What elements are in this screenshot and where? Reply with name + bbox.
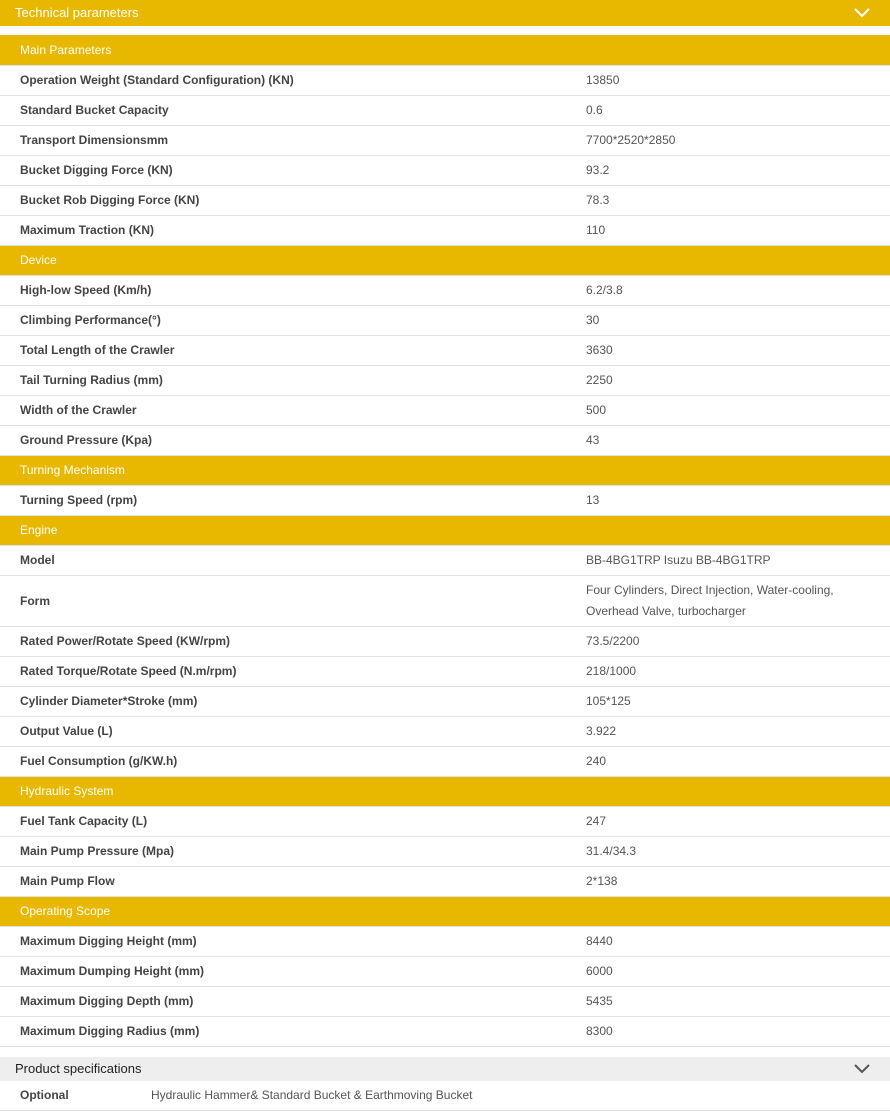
table-row [0, 125, 890, 155]
param-label: Climbing Performance(°) [0, 305, 566, 335]
section-title: Main Parameters [0, 35, 890, 65]
param-label: Bucket Rob Digging Force (KN) [0, 185, 566, 215]
param-label: Operation Weight (Standard Configuration) (KN) [0, 65, 566, 95]
param-value: 240 [566, 746, 890, 776]
param-value: BB-4BG1TRP Isuzu BB-4BG1TRP [566, 545, 890, 575]
param-label: Maximum Digging Radius (mm) [0, 1016, 566, 1046]
table-row [0, 185, 890, 215]
param-label: High-low Speed (Km/h) [0, 275, 566, 305]
table-row [0, 626, 890, 656]
section-title: Engine [0, 515, 890, 545]
optional-row [0, 1081, 890, 1111]
section-header [0, 245, 890, 275]
section-header [0, 455, 890, 485]
table-row [0, 716, 890, 746]
param-label: Maximum Digging Height (mm) [0, 926, 566, 956]
param-value: 3.922 [566, 716, 890, 746]
table-row [0, 1016, 890, 1046]
param-value: 0.6 [566, 95, 890, 125]
param-label: Main Pump Flow [0, 866, 566, 896]
table-row [0, 485, 890, 515]
table-row [0, 365, 890, 395]
param-label: Turning Speed (rpm) [0, 485, 566, 515]
table-row [0, 215, 890, 245]
param-value: 7700*2520*2850 [566, 125, 890, 155]
param-label: Model [0, 545, 566, 575]
technical-parameters-title: Technical parameters [15, 5, 139, 20]
table-row [0, 656, 890, 686]
table-row [0, 806, 890, 836]
param-label: Standard Bucket Capacity [0, 95, 566, 125]
param-label: Maximum Digging Depth (mm) [0, 986, 566, 1016]
table-row [0, 575, 890, 626]
technical-parameters-table [0, 35, 890, 1047]
param-value: 5435 [566, 986, 890, 1016]
section-title: Turning Mechanism [0, 455, 890, 485]
optional-value: Hydraulic Hammer& Standard Bucket & Earthmoving Bucket [151, 1088, 473, 1102]
param-label: Main Pump Pressure (Mpa) [0, 836, 566, 866]
param-label: Transport Dimensionsmm [0, 125, 566, 155]
table-row [0, 335, 890, 365]
section-header [0, 515, 890, 545]
param-label: Ground Pressure (Kpa) [0, 425, 566, 455]
param-value: 78.3 [566, 185, 890, 215]
param-value: 93.2 [566, 155, 890, 185]
table-row [0, 305, 890, 335]
param-value: 13 [566, 485, 890, 515]
param-value: 6000 [566, 956, 890, 986]
table-row [0, 155, 890, 185]
table-row [0, 275, 890, 305]
param-value: Four Cylinders, Direct Injection, Water-cooling, Overhead Valve, turbocharger [566, 575, 890, 626]
section-header [0, 35, 890, 65]
param-label: Form [0, 575, 566, 626]
table-row [0, 65, 890, 95]
param-label: Cylinder Diameter*Stroke (mm) [0, 686, 566, 716]
param-value: 31.4/34.3 [566, 836, 890, 866]
section-title: Device [0, 245, 890, 275]
section-title: Hydraulic System [0, 776, 890, 806]
table-row [0, 395, 890, 425]
table-row [0, 545, 890, 575]
param-value: 30 [566, 305, 890, 335]
chevron-down-icon[interactable] [854, 8, 870, 18]
param-label: Maximum Traction (KN) [0, 215, 566, 245]
product-specifications-title: Product specifications [15, 1060, 142, 1076]
section-title: Operating Scope [0, 896, 890, 926]
param-value: 500 [566, 395, 890, 425]
param-label: Output Value (L) [0, 716, 566, 746]
param-label: Maximum Dumping Height (mm) [0, 956, 566, 986]
param-label: Fuel Consumption (g/KW.h) [0, 746, 566, 776]
param-value: 247 [566, 806, 890, 836]
table-row [0, 686, 890, 716]
param-value: 2250 [566, 365, 890, 395]
section-header [0, 776, 890, 806]
chevron-down-icon[interactable] [854, 1064, 870, 1074]
param-label: Rated Power/Rotate Speed (KW/rpm) [0, 626, 566, 656]
param-value: 110 [566, 215, 890, 245]
table-row [0, 866, 890, 896]
technical-parameters-header[interactable] [0, 0, 890, 26]
table-row [0, 746, 890, 776]
param-label: Fuel Tank Capacity (L) [0, 806, 566, 836]
table-row [0, 425, 890, 455]
param-value: 13850 [566, 65, 890, 95]
param-value: 105*125 [566, 686, 890, 716]
param-label: Bucket Digging Force (KN) [0, 155, 566, 185]
section-header [0, 896, 890, 926]
param-value: 8440 [566, 926, 890, 956]
param-value: 8300 [566, 1016, 890, 1046]
param-label: Total Length of the Crawler [0, 335, 566, 365]
param-value: 43 [566, 425, 890, 455]
param-value: 73.5/2200 [566, 626, 890, 656]
param-value: 6.2/3.8 [566, 275, 890, 305]
product-specifications-header[interactable] [0, 1057, 890, 1081]
param-value: 3630 [566, 335, 890, 365]
param-label: Rated Torque/Rotate Speed (N.m/rpm) [0, 656, 566, 686]
optional-label: Optional [20, 1088, 69, 1102]
param-value: 218/1000 [566, 656, 890, 686]
table-row [0, 986, 890, 1016]
param-value: 2*138 [566, 866, 890, 896]
table-row [0, 926, 890, 956]
param-label: Width of the Crawler [0, 395, 566, 425]
table-row [0, 836, 890, 866]
table-row [0, 95, 890, 125]
param-label: Tail Turning Radius (mm) [0, 365, 566, 395]
table-row [0, 956, 890, 986]
